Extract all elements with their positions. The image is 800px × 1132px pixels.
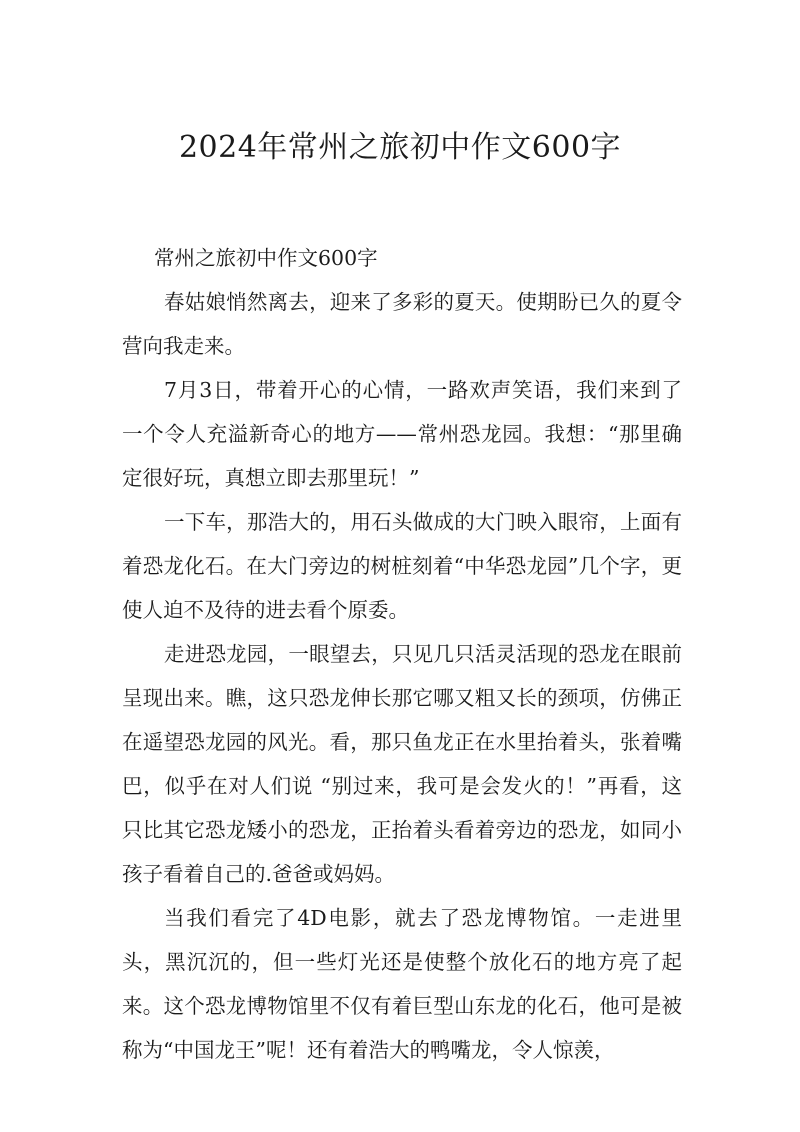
document-title: 2024年常州之旅初中作文600字	[178, 130, 622, 165]
document-subtitle: 常州之旅初中作文600字	[154, 246, 378, 270]
paragraph: 当我们看完了4D电影，就去了恐龙博物馆。一走进里头，黑沉沉的，但一些灯光还是使整个放化石的地方亮了起来。这个恐龙博物馆里不仅有着巨型山东龙的化石，他可是被称为“中国龙王”呢！还有着浩大的鸭嘴龙，令人惊羡，	[122, 906, 682, 1062]
paragraph: 春姑娘悄然离去，迎来了多彩的夏天。使期盼已久的夏令营向我走来。	[122, 290, 682, 358]
paragraph: 一下车，那浩大的，用石头做成的大门映入眼帘，上面有着恐龙化石。在大门旁边的树桩刻着“中华恐龙园”几个字，更使人迫不及待的进去看个原委。	[122, 510, 682, 622]
document-body	[122, 236, 682, 1072]
paragraph: 7月3日，带着开心的心情，一路欢声笑语，我们来到了一个令人充溢新奇心的地方——常州恐龙园。我想：“那里确定很好玩，真想立即去那里玩！”	[122, 378, 682, 490]
paragraph: 走进恐龙园，一眼望去，只见几只活灵活现的恐龙在眼前呈现出来。瞧，这只恐龙伸长那它哪又粗又长的颈项，仿佛正在遥望恐龙园的风光。看，那只鱼龙正在水里抬着头，张着嘴巴，似乎在对人们说 “别过来，我可是会发火的！”再看，这只比其它恐龙矮小的恐龙，正抬着头看着旁边的恐龙，如同小孩子看着自己的.爸爸或妈妈。	[122, 642, 682, 886]
